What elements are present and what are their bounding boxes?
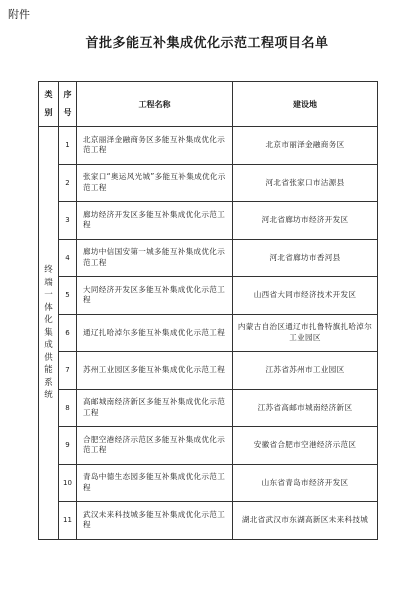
- attachment-label: 附件: [8, 8, 30, 21]
- table-row: [39, 389, 378, 427]
- row-number: 1: [59, 127, 77, 165]
- table-row: [39, 202, 378, 240]
- header-category: 类 别: [39, 82, 59, 127]
- project-name-cell: 武汉未来科技城多能互补集成优化示范工程: [77, 502, 233, 540]
- project-name-cell: 苏州工业园区多能互补集成优化示范工程: [77, 352, 233, 390]
- table-header-row: [39, 82, 378, 127]
- table-row: [39, 502, 378, 540]
- row-number: 3: [59, 202, 77, 240]
- project-name-cell: 廊坊经济开发区多能互补集成优化示范工程: [77, 202, 233, 240]
- site-cell: 北京市丽泽金融商务区: [233, 127, 378, 165]
- project-name-cell: 张家口“奥运风光城”多能互补集成优化示范工程: [77, 164, 233, 202]
- table-row: [39, 127, 378, 165]
- site-cell: 河北省廊坊市经济开发区: [233, 202, 378, 240]
- row-number: 6: [59, 314, 77, 352]
- project-name-cell: 通辽扎哈淖尔多能互补集成优化示范工程: [77, 314, 233, 352]
- site-cell: 山东省青岛市经济开发区: [233, 464, 378, 502]
- project-name-cell: 大同经济开发区多能互补集成优化示范工程: [77, 277, 233, 315]
- site-cell: 河北省廊坊市香河县: [233, 239, 378, 277]
- table-row: [39, 427, 378, 465]
- project-name-cell: 高邮城南经济新区多能互补集成优化示范工程: [77, 389, 233, 427]
- table-row: [39, 277, 378, 315]
- project-table: [38, 81, 378, 540]
- table-row: [39, 314, 378, 352]
- header-site: 建设地: [233, 82, 378, 127]
- project-name-cell: 青岛中德生态园多能互补集成优化示范工程: [77, 464, 233, 502]
- row-number: 11: [59, 502, 77, 540]
- site-cell: 江苏省苏州市工业园区: [233, 352, 378, 390]
- row-number: 5: [59, 277, 77, 315]
- site-cell: 山西省大同市经济技术开发区: [233, 277, 378, 315]
- row-number: 2: [59, 164, 77, 202]
- header-project-name: 工程名称: [77, 82, 233, 127]
- page-title: 首批多能互补集成优化示范工程项目名单: [85, 36, 329, 51]
- project-name-cell: 合肥空港经济示范区多能互补集成优化示范工程: [77, 427, 233, 465]
- project-name-cell: 北京丽泽金融商务区多能互补集成优化示范工程: [77, 127, 233, 165]
- table-row: [39, 464, 378, 502]
- table-row: [39, 164, 378, 202]
- row-number: 7: [59, 352, 77, 390]
- project-name-cell: 廊坊中信国安第一城多能互补集成优化示范工程: [77, 239, 233, 277]
- row-number: 8: [59, 389, 77, 427]
- row-number: 10: [59, 464, 77, 502]
- header-number: 序 号: [59, 82, 77, 127]
- table-row: [39, 352, 378, 390]
- category-cell: 终 端 一 体 化 集 成 供 能 系 统: [39, 127, 59, 540]
- site-cell: 江苏省高邮市城南经济新区: [233, 389, 378, 427]
- site-cell: 安徽省合肥市空港经济示范区: [233, 427, 378, 465]
- row-number: 9: [59, 427, 77, 465]
- table-row: [39, 239, 378, 277]
- site-cell: 湖北省武汉市东湖高新区未来科技城: [233, 502, 378, 540]
- site-cell: 内蒙古自治区通辽市扎鲁特旗扎哈淖尔工业园区: [233, 314, 378, 352]
- site-cell: 河北省张家口市沽源县: [233, 164, 378, 202]
- row-number: 4: [59, 239, 77, 277]
